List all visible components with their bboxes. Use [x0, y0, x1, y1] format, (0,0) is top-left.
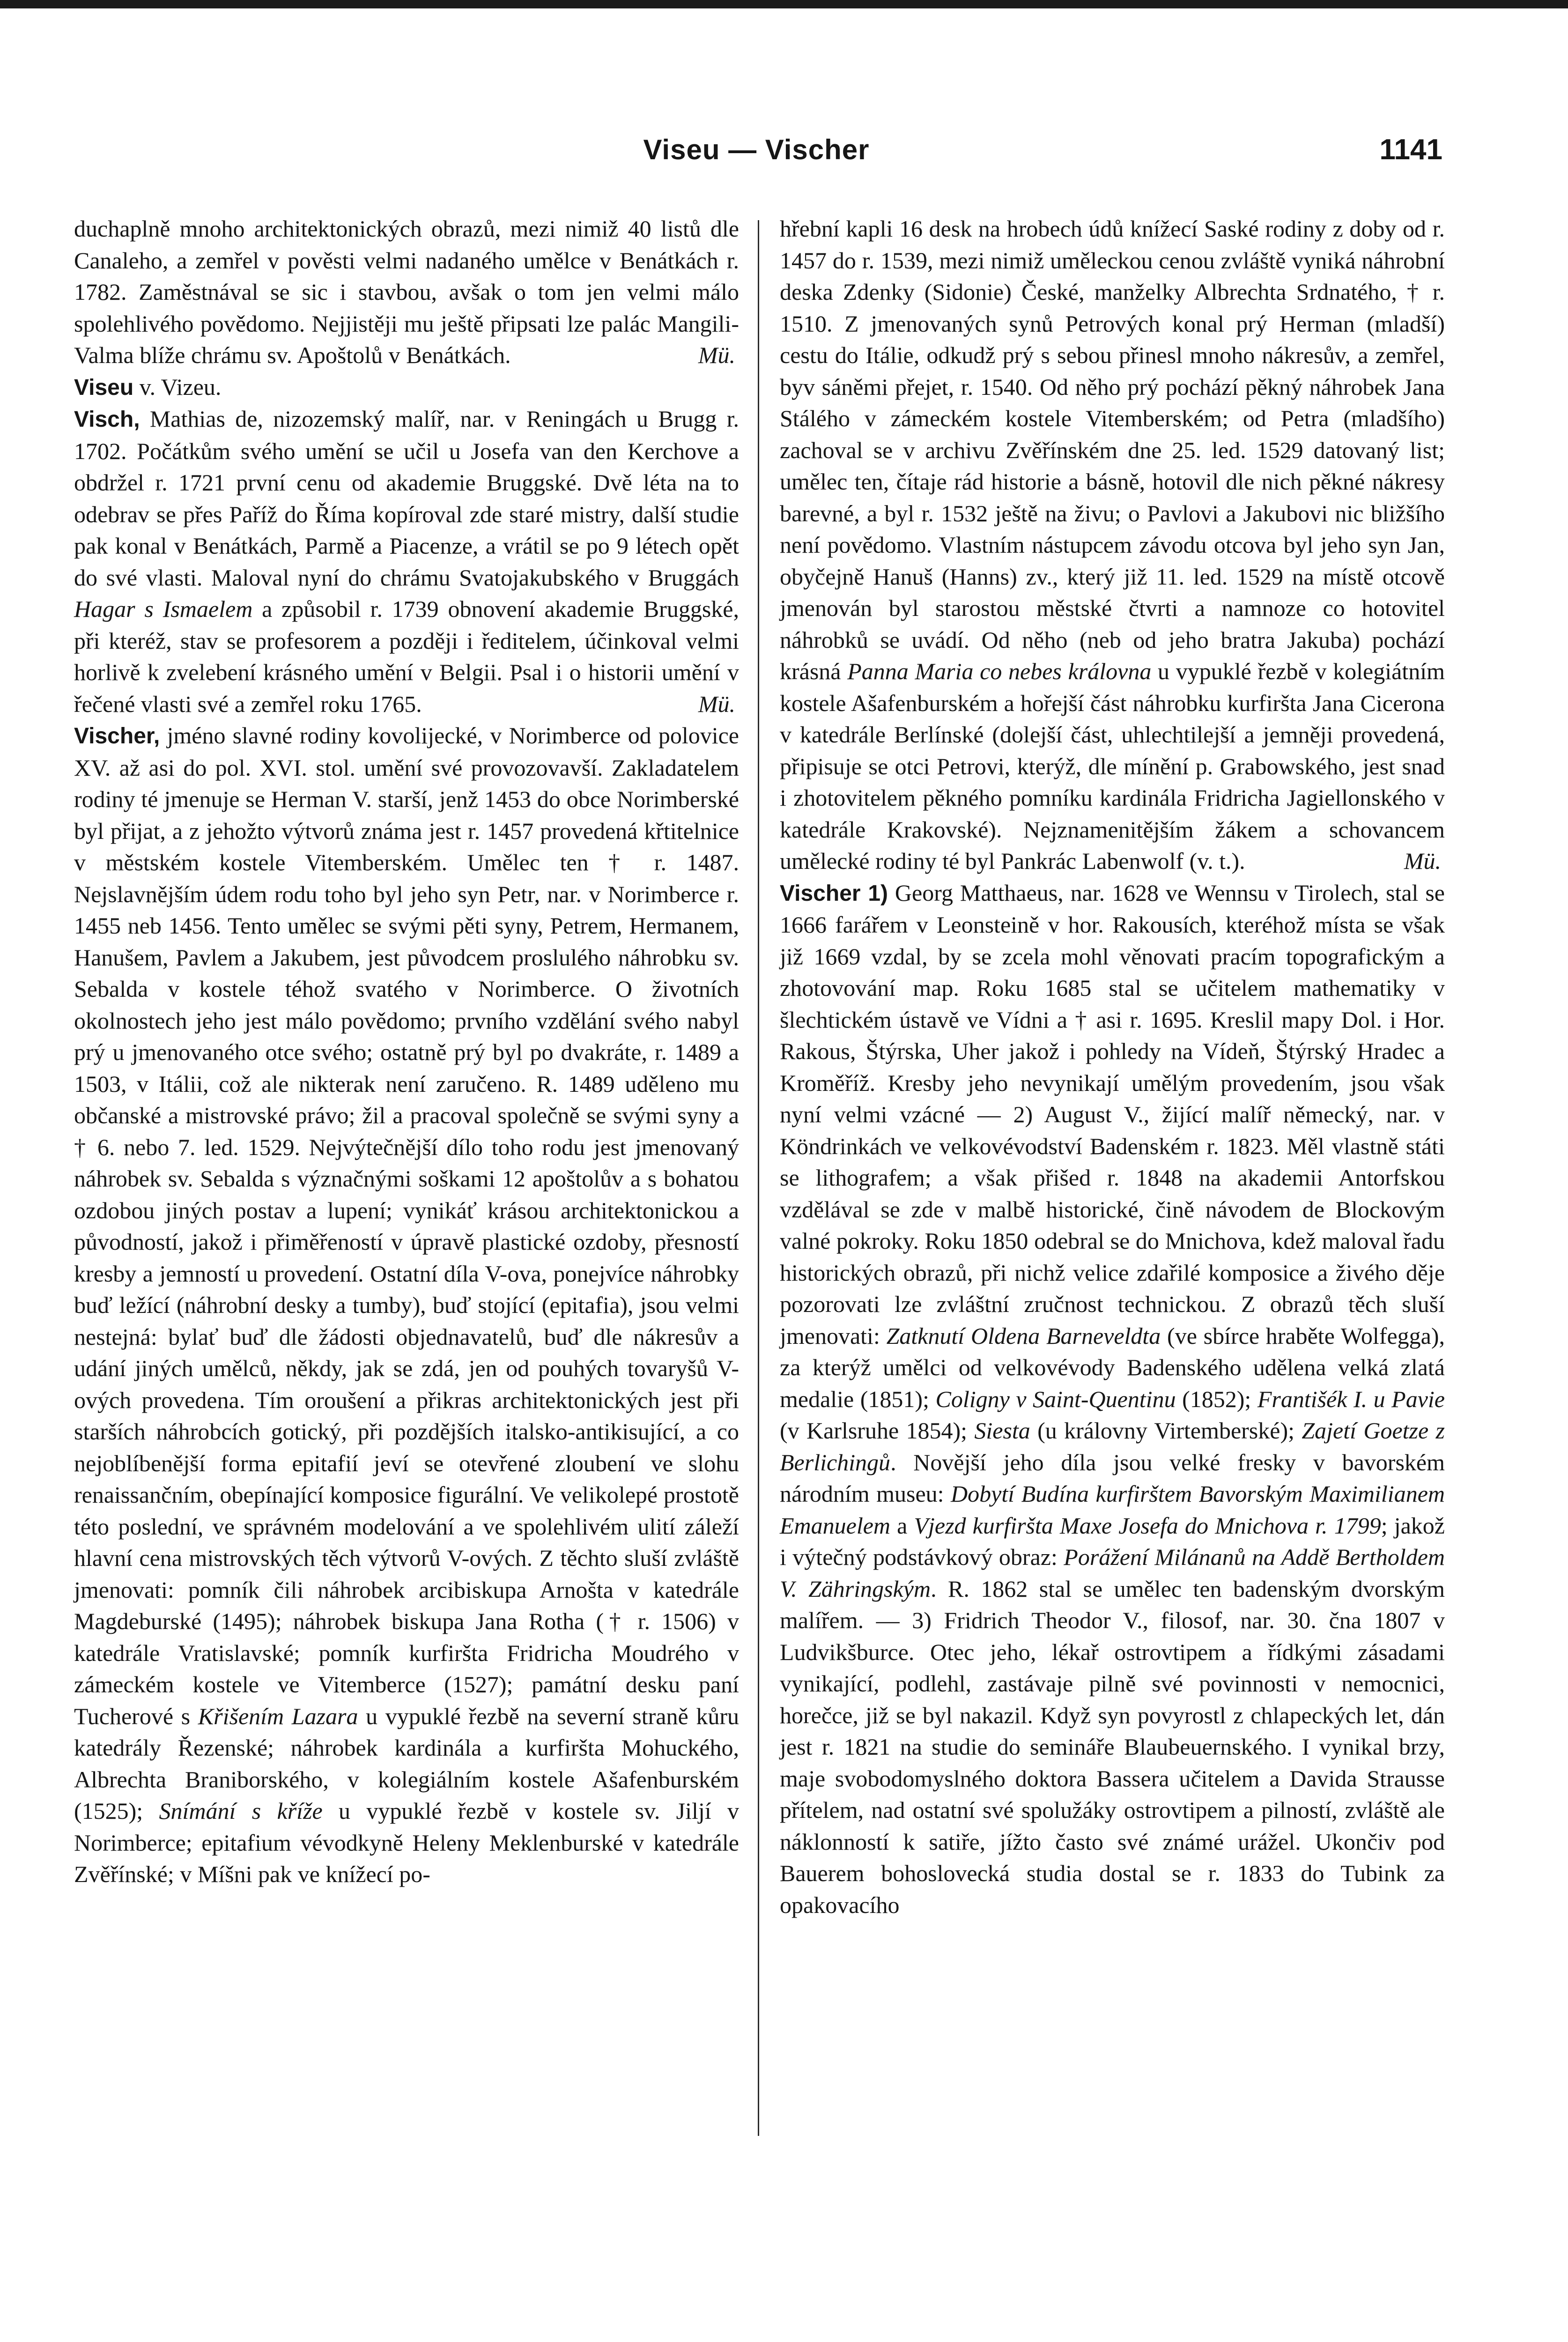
entry-headword: Visch, [74, 407, 140, 432]
entry-text: duchaplně mnoho architektonických obrazů, mezi nimiž 40 listů dle Canaleho, a zemřel v pověsti velmi nadaného umělce v Benátkách r. 1782. Zaměstnával se sic i stavbou, avšak o tom jen velmi málo spolehlivého povědomo. Nejjistěji mu ještě připsati lze palác Mangili-Valma blíže chrámu sv. Apoštolů v Benátkách. [74, 215, 739, 368]
entry-text: ; jakož i výtečný podstávkový obraz: [780, 1512, 1445, 1570]
entry-text: (ve sbírce hraběte Wolfegga), za kterýž umělci od velkovévody Badenského udělena velká zlatá medalie (1851); [780, 1322, 1445, 1412]
artwork-title: Coligny v Saint-Quentinu [935, 1386, 1176, 1412]
entry-headword: Vischer 1) [780, 881, 888, 906]
entry-text: jméno slavné rodiny kovolijecké, v Norimberce od polovice XV. až asi do pol. XVI. stol. umění své provozovavší. Zakladatelem rodiny té jmenuje se Herman V. starší, jenž 1453 do obce Norimberské byl přijat, a z jehožto výtvorů známa jest r. 1457 provedená křtitelnice v městském kostele Vitemberském. Umělec ten † r. 1487. Nejslavnějším údem rodu toho byl jeho syn Petr, nar. v Norimberce r. 1455 neb 1456. Tento umělec se svými pěti syny, Petrem, Hermanem, Hanušem, Pavlem a Jakubem, jest původcem proslulého náhrobku sv. Sebalda v kostele téhož svatého v Norimberce. O životních okolnostech jeho jest málo povědomo; prvního vzdělání svého nabyl prý u jmenovaného otce svého; ostatně prý byl po dvakráte, r. 1489 a 1503, v Itálii, což ale nikterak není zaručeno. R. 1489 uděleno mu občanské a mistrovské právo; žil a pracoval společně se svými syny a † 6. nebo 7. led. 1529. Nejvýtečnější dílo toho rodu jest jmenovaný náhrobek sv. Sebalda s význačnými soškami 12 apoštolův a s bohatou ozdobou jiných postav a lupení; vynikáť krásou architektonickou a původností, jakož i přiměřeností v úpravě plastické ozdoby, přesností kresby a jemností u provedení. Ostatní díla V-ova, ponejvíce náhrobky buď ležící (náhrobní desky a tumby), buď stojící (epitafia), jsou velmi nestejná: bylať buď dle žádosti objednavatelů, buď dle nákresův a udání jiných umělců, někdy, jak se zdá, jen od pouhých tovaryšů V-ových provedena. Tím oroušení a přikras architektonických jest při starších náhrobcích gotický, při pozdějších italsko-antikisující, a co nejoblíbenější forma epitafií jeví se otevřené zloubení ve slohu renaissančním, obepínající komposice figurální. Ve velikolepé prostotě této poslední, ve správném modelování a ve spolehlivém ulití záleží hlavní cena mistrovských těch výtvorů V-ových. Z těchto sluší zvláště jmenovati: pomník čili náhrobek arcibiskupa Arnošta v katedrále Magdeburské (1495); náhrobek biskupa Jana Rotha († r. 1506) v katedrále Vratislavské; pomník kurfiršta Fridricha Moudrého v zámeckém kostele ve Vitemberce (1527); památní desku paní Tucherové s [74, 722, 739, 1729]
entry-text: v. Vizeu. [133, 373, 222, 400]
author-signature: Mü. [1404, 848, 1441, 874]
entry-text: hřební kapli 16 desk na hrobech údů knížecí Saské rodiny z doby od r. 1457 do r. 1539, mezi nimiž uměleckou cenou zvláště vyniká náhrobní deska Zdenky (Sidonie) České, manželky Albrechta Srdnatého, † r. 1510. Z jmenovaných synů Petrových konal prý Herman (mladší) cestu do Itálie, odkudž prý s sebou přinesl mnoho nákresův, a zemřel, byv sáněmi přejet, r. 1540. Od něho prý pochází pěkný náhrobek Jana Stálého v zámeckém kostele Vitemberském; od Petra (mladšího) zachoval se v archivu Zvěřínském dne 25. led. 1529 datovaný list; umělec ten, čítaje rád historie a básně, hotovil dle nich pěkné nákresy barevné, a byl r. 1532 ještě na živu; o Pavlovi a Jakubovi nic bližšího není povědomo. Vlastním nástupcem závodu otcova byl jeho syn Jan, obyčejně Hanuš (Hanns) zv., který již 11. led. 1529 na místě otcově jmenován byl starostou městské čtvrti a namnoze co hotovitel náhrobků se uvádí. Od něho (neb od jeho bratra Jakuba) pochází krásná [780, 215, 1445, 684]
column-rule [758, 220, 759, 2136]
right-column [780, 213, 1445, 1921]
entry-text: a způsobil r. 1739 obnovení akademie Bruggské, při kteréž, stav se profesorem a později i ředitelem, účinkoval velmi horlivě k zvelebení krásného umění v Belgii. Psal i o historii umění v řečené vlasti své a zemřel roku 1765. [74, 596, 739, 717]
artwork-title: Františék I. u Pavie [1257, 1386, 1445, 1412]
entry-text: u vypuklé řezbě na severní straně kůru katedrály Řezenské; náhrobek kardinála a kurfiršta Mohuckého, Albrechta Braniborského, v kolegiálním kostele Ašafenburském (1525); [74, 1703, 739, 1824]
artwork-title: Porážení Milánanů na Addě Bertholdem V. Zähringským [780, 1544, 1445, 1602]
entry-headword: Vischer, [74, 724, 160, 749]
entry-text: u vypuklé řezbě v kostele sv. Jiljí v Norimberce; epitafium vévodkyně Heleny Meklenburské v katedrále Zvěřínské; v Míšni pak ve knížecí po- [74, 1798, 739, 1887]
entry-headword: Viseu [74, 375, 134, 400]
page-header [70, 126, 1442, 173]
artwork-title: Křišením Lazara [198, 1703, 358, 1729]
top-border [0, 0, 1568, 8]
entry-vischer-family [74, 720, 739, 1890]
entry-viseu [74, 371, 739, 404]
artwork-title: Vjezd kurfiršta Maxe Josefa do Mnichova r. 1799 [914, 1512, 1381, 1539]
artwork-title: Siesta [974, 1417, 1030, 1444]
artwork-title: Zatknutí Oldena Barneveldta [886, 1322, 1161, 1349]
running-head: Viseu — Vischer [643, 134, 870, 165]
entry-visch [74, 403, 739, 720]
entry-text: (u královny Virtemberské); [1030, 1417, 1302, 1444]
entry-text: (v Karlsruhe 1854); [780, 1417, 975, 1444]
entry-text: (1852); [1176, 1386, 1257, 1412]
artwork-title: Hagar s Ismaelem [74, 596, 253, 622]
author-signature: Mü. [698, 342, 735, 368]
entry-text: Georg Matthaeus, nar. 1628 ve Wennsu v Tirolech, stal se 1666 farářem v Leonsteině v hor. Rakousích, kteréhož místa se však již 1669 vzdal, by se zcela mohl věnovati pracím topografickým a zhotovování map. Roku 1685 stal se učitelem mathematiky v šlechtickém ústavě ve Vídni a † asi r. 1695. Kreslil mapy Dol. i Hor. Rakous, Štýrska, Uher jakož i pohledy na Vídeň, Štýrský Hradec a Kroměříž. Kresby jeho nevynikají umělým provedením, jsou však nyní velmi vzácné — 2) August V., žijící malíř německý, nar. v Köndrinkách ve velkovévodství Badenském r. 1823. Měl vlastně státi se lithografem; a však přišed r. 1848 na akademii Antorfskou vzdělával se zde v malbě historické, čině návodem de Blockovým valné pokroky. Roku 1850 odebral se do Mnichova, kdež maloval řadu historických obrazů, při nichž velice zdařilé komposice a živého děje pozorovati lze zvláštní zručnost technickou. Z obrazů těch sluší jmenovati: [780, 879, 1445, 1349]
entry-text: . Novější jeho díla jsou velké fresky v bavorském národním museu: [780, 1449, 1445, 1507]
entry-text: . R. 1862 stal se umělec ten badenským dvorským malířem. — 3) Fridrich Theodor V., filosof, nar. 30. čna 1807 v Ludvikšburce. Otec jeho, lékař ostrovtipem a řídkými zásadami vynikající, podlehl, zastávaje pilně své povinnosti v nemocnici, horečce, již se byl nakazil. Když syn povyrostl z chlapeckých let, dán jest r. 1821 na studie do semináře Blaubeuernského. I vynikal brzy, maje svobodomyslného doktora Bassera učitelem a Davida Strausse přítelem, nad ostatní své spolužáky ostrovtipem a pilností, zvláště ale náklonností k satiře, jížto často své známé urážel. Ukončiv pod Bauerem bohoslovecká studia dostal se r. 1833 do Tubink za opakovacího [780, 1575, 1445, 1918]
entry-text: Mathias de, nizozemský malíř, nar. v Reningách u Brugg r. 1702. Počátkům svého umění se učil u Josefa van den Kerchove a obdržel r. 1721 první cenu od akademie Bruggské. Dvě léta na to odebrav se přes Paříž do Říma kopíroval zde staré mistry, další studie pak konal v Benátkách, Parmě a Piacenze, a vrátil se po 9 létech opět do své vlasti. Maloval nyní do chrámu Svatojakubského v Bruggách [74, 406, 739, 591]
entry-vischer-persons [780, 877, 1445, 1921]
artwork-title: Zajetí Goetze z Berlichingů [780, 1417, 1445, 1475]
page-number: 1141 [1379, 133, 1442, 166]
author-signature: Mü. [698, 690, 735, 717]
left-column [74, 213, 739, 1890]
entry-continuation [780, 213, 1445, 877]
entry-continuation [74, 213, 739, 371]
artwork-title: Panna Maria co nebes královna [847, 658, 1152, 684]
artwork-title: Snímání s kříže [159, 1798, 323, 1824]
entry-text: u vypuklé řezbě v kolegiátním kostele Ašafenburském a hořejší část náhrobku kurfiršta Jana Cicerona v katedrále Berlínské (dolejší část, uhlechtilejší a jemněji provedená, připisuje se otci Petrovi, kterýž, dle mínění p. Grabowského, jest snad i zhotovitelem pěkného pomníku kardinála Fridricha Jagiellonského v katedrále Krakovské). Nejznamenitějším žákem a schovancem umělecké rodiny té byl Pankrác Labenwolf (v. t.). [780, 658, 1445, 874]
entry-text: a [890, 1512, 914, 1539]
artwork-title: Dobytí Budína kurfirštem Bavorským Maximilianem Emanuelem [780, 1481, 1445, 1539]
